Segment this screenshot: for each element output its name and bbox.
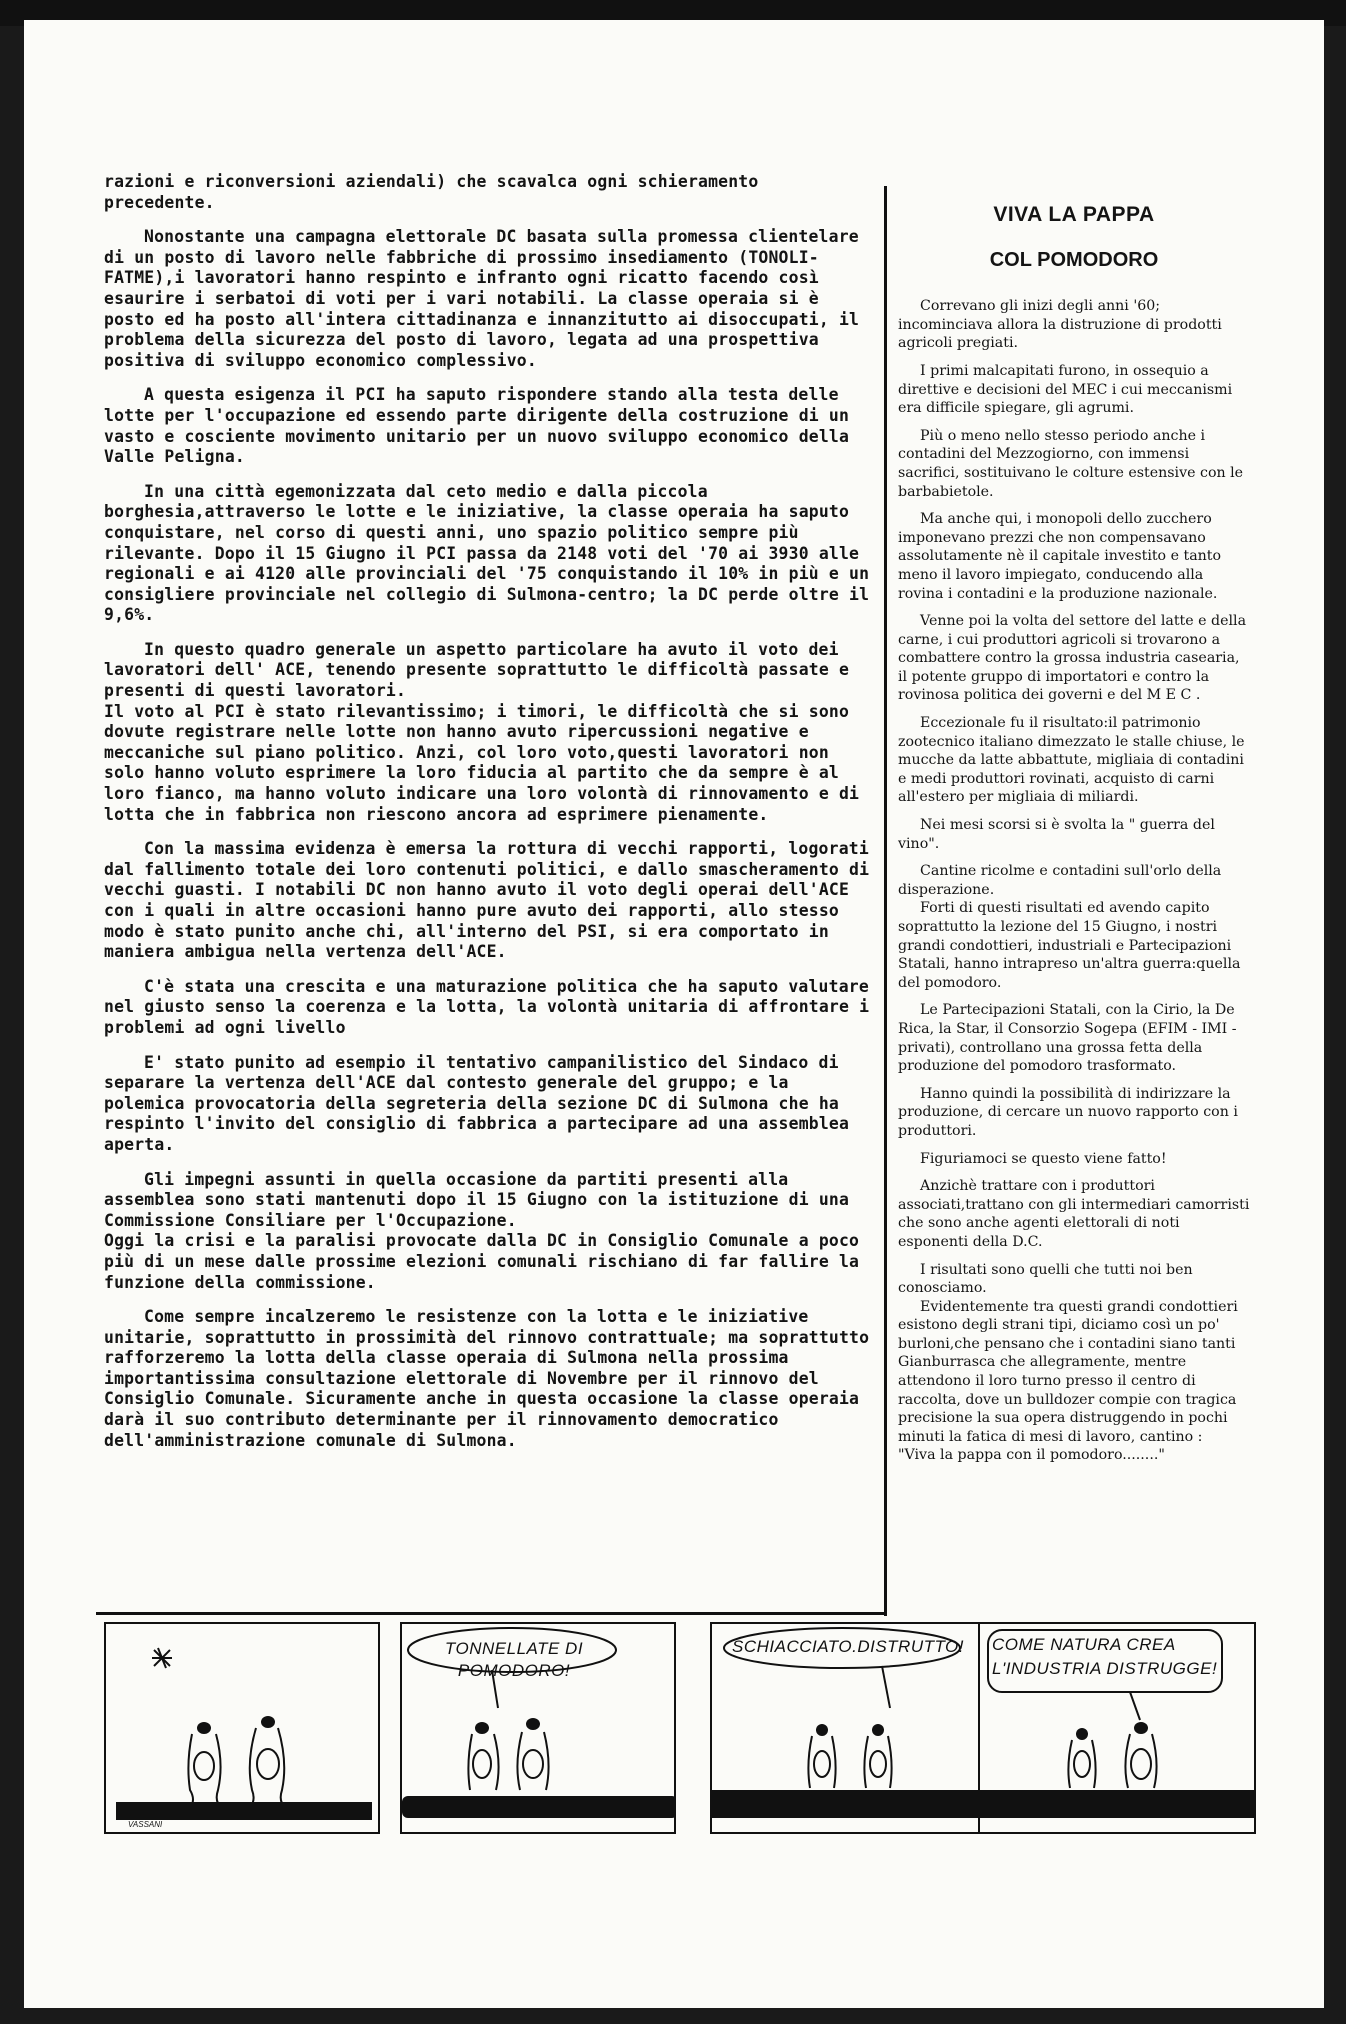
article-paragraph: Nei mesi scorsi si è svolta la " guerra del vino".: [898, 817, 1215, 852]
article-paragraph: Evidentemente tra questi grandi condottieri esistono degli strani tipi, diciamo così un po' burloni,che pensano che i contadini siano tanti Gianburrasca che allegramente, mentre attendono il loro turno presso il centro di raccolta, dove un bulldozer compie con tragica precisione la sua opera distruggendo in pochi minuti la fatica di mesi di lavoro, cantino :: [898, 1298, 1238, 1445]
speech-bubble-line2: L'INDUSTRIA DISTRUGGE!: [992, 1659, 1218, 1678]
speech-bubble-text: SCHIACCIATO.DISTRUTTO!: [731, 1637, 965, 1656]
article-title-line2: COL POMODORO: [989, 248, 1159, 271]
speech-bubble-line1: COME NATURA CREA: [992, 1635, 1176, 1654]
article-paragraph: Nonostante una campagna elettorale DC basata sulla promessa clientelare di un posto di lavoro nelle fabbriche di prossimo insediamento (TONOLI-FATME),i lavoratori hanno respinto e infranto ogni ricatto facendo così esaurire i serbatoi di voti per i vari notabili. La classe operaia si è posto ed ha posto all'intera cittadinanza e innanzitutto ai disoccupati, il problema della sicurezza del posto di lavoro, legata ad una prospettiva positiva di sviluppo economico complessivo.: [104, 227, 860, 370]
tomato-plants-drawing: [106, 1624, 380, 1834]
article-paragraph: Il voto al PCI è stato rilevantissimo; i timori, le difficoltà che si sono dovute registrare nelle lotte non hanno avuto ripercussioni negative e meccaniche sul piano politico. Anzi, col loro voto,questi lavoratori non solo hanno voluto esprimere la loro fiducia al partito che da sempre è al loro fianco, ma hanno voluto indicare una loro volontà di rinnovamento e di lotta che in fabbrica non riescono ancora ad esprimere pienamente.: [104, 701, 860, 824]
article-paragraph: Eccezionale fu il risultato:il patrimonio zootecnico italiano dimezzato le stalle chiuse, le mucche da latte abbattute, migliaia di contadini e medi produttori rovinati, acquisto di carni all'estero per migliaia di miliardi.: [898, 715, 1245, 806]
right-article: [898, 200, 1250, 1474]
article-paragraph: razioni e riconversioni aziendali) che scavalca ogni schieramento precedente.: [104, 172, 759, 212]
comic-panel-3: [710, 1622, 986, 1834]
article-paragraph: Venne poi la volta del settore del latte e della carne, i cui produttori agricoli si trovarono a combattere contro la grossa industria casearia, il potente gruppo di importatori e contro la rovinosa politica dei governi e del M E C .: [898, 613, 1247, 704]
article-paragraph: Forti di questi risultati ed avendo capito soprattutto la lezione del 15 Giugno, i nostri grandi condottieri, industriali e Partecipazioni Statali, hanno intrapreso un'altra guerra:quella del pomodoro.: [898, 900, 1241, 991]
article-paragraph: E' stato punito ad esempio il tentativo campanilistico del Sindaco di separare la vertenza dell'ACE dal contesto generale del gruppo; e la polemica provocatoria della segreteria della sezione DC di Sulmona che ha respinto l'invito del consiglio di fabbrica a partecipare ad una assemblea aperta.: [104, 1052, 850, 1154]
article-paragraph: Più o meno nello stesso periodo anche i contadini del Mezzogiorno, con immensi sacrifici, sostituivano le colture estensive con le barbabietole.: [898, 427, 1244, 500]
article-paragraph: In questo quadro generale un aspetto particolare ha avuto il voto dei lavoratori dell' ACE, tenendo presente soprattutto le difficoltà passate e presenti di questi lavoratori.: [104, 639, 850, 701]
article-paragraph: Come sempre incalzeremo le resistenze con la lotta e le iniziative unitarie, soprattutto in prossimità del rinnovo contrattuale; ma soprattutto rafforzeremo la lotta della classe operaia di Sulmona nella prossima importantissima consultazione elettorale di Novembre per il rinnovo del Consiglio Comunale. Sicuramente anche in questa occasione la classe operaia darà il suo contributo determinante per il rinnovamento democratico dell'amministrazione comunale di Sulmona.: [104, 1307, 870, 1450]
article-paragraph: Le Partecipazioni Statali, con la Cirio, la De Rica, la Star, il Consorzio Sogepa (EFIM - IMI - privati), controllano una grossa fetta della produzione del pomodoro trasformato.: [898, 1002, 1237, 1075]
article-paragraph: A questa esigenza il PCI ha saputo rispondere stando alla testa delle lotte per l'occupazione ed essendo parte dirigente della costruzione di un vasto e cosciente movimento unitario per un nuovo sviluppo economico della Valle Peligna.: [104, 385, 850, 467]
article-paragraph: Anzichè trattare con i produttori associati,trattano con gli intermediari camorristi che sono anche agenti elettorali di noti esponenti della D.C.: [898, 1178, 1250, 1250]
column-divider-vertical: [884, 186, 887, 1616]
article-paragraph: Hanno quindi la possibilità di indirizzare la produzione, di cercare un nuovo rapporto con i produttori.: [898, 1085, 1238, 1139]
comic-strip: [104, 1622, 1256, 1834]
article-paragraph: Ma anche qui, i monopoli dello zucchero imponevano prezzi che non compensavano assolutamente nè il capitale investito e tanto meno il lavoro impiegato, conducendo alla rovina i contadini e la produzione nazionale.: [898, 511, 1222, 602]
article-paragraph: In una città egemonizzata dal ceto medio e dalla piccola borghesia,attraverso le lotte e le iniziative, la classe operaia ha saputo conquistare, nel corso di questi anni, uno spazio politico sempre più rilevante. Dopo il 15 Giugno il PCI passa da 2148 voti del '70 ai 3930 alle regionali e ai 4120 alle provinciali del '75 conquistando il 10% in più e un consigliere provinciale nel collegio di Sulmona-centro; la DC perde oltre il 9,6%.: [104, 481, 870, 625]
comic-panel-1: [104, 1622, 380, 1834]
article-paragraph: "Viva la pappa con il pomodoro........": [898, 1447, 1165, 1464]
artist-signature: VASSANI: [128, 1820, 163, 1829]
comic-panel-2: [400, 1622, 676, 1834]
article-paragraph: I risultati sono quelli che tutti noi ben conosciamo.: [898, 1261, 1193, 1297]
article-paragraph: Cantine ricolme e contadini sull'orlo della disperazione.: [898, 863, 1222, 898]
article-paragraph: Con la massima evidenza è emersa la rottura di vecchi rapporti, logorati dal fallimento totale dei loro contenuti politici, e dallo smascheramento di vecchi guasti. I notabili DC non hanno avuto il voto degli operai dell'ACE con i quali in altre occasioni hanno pure avuto dei rapporti, allo stesso modo è stato punito anche chi, all'interno del PSI, si era comportato in maniera ambigua nella vertenza dell'ACE.: [104, 839, 870, 962]
article-paragraph: Gli impegni assunti in quella occasione da partiti presenti alla assemblea sono stati mantenuti dopo il 15 Giugno con la istituzione di una Commissione Consiliare per l'Occupazione.: [104, 1169, 850, 1230]
left-article: [104, 172, 874, 1465]
article-paragraph: C'è stata una crescita e una maturazione politica che ha saputo valutare nel giusto senso la coerenza e la lotta, la volontà unitaria di affrontare i problemi ad ogni livello: [104, 976, 870, 1037]
article-paragraph: Figuriamoci se questo viene fatto!: [920, 1150, 1167, 1167]
speech-bubble-text: TONNELLATE DI POMODORO!: [444, 1639, 584, 1680]
article-paragraph: Correvano gli inizi degli anni '60; incominciava allora la distruzione di prodotti agricoli pregiati.: [898, 298, 1222, 352]
article-paragraph: I primi malcapitati furono, in ossequio a direttive e decisioni del MEC i cui meccanismi era difficile spiegare, gli agrumi.: [898, 362, 1233, 417]
article-paragraph: Oggi la crisi e la paralisi provocate dalla DC in Consiglio Comunale a poco più di un mese dalle prossime elezioni comunali rischiano di far fallire la funzione della commissione.: [104, 1231, 860, 1292]
column-divider-horizontal: [96, 1612, 886, 1615]
article-title: VIVA LA PAPPA: [993, 203, 1155, 226]
comic-panel-4: [978, 1622, 1256, 1834]
